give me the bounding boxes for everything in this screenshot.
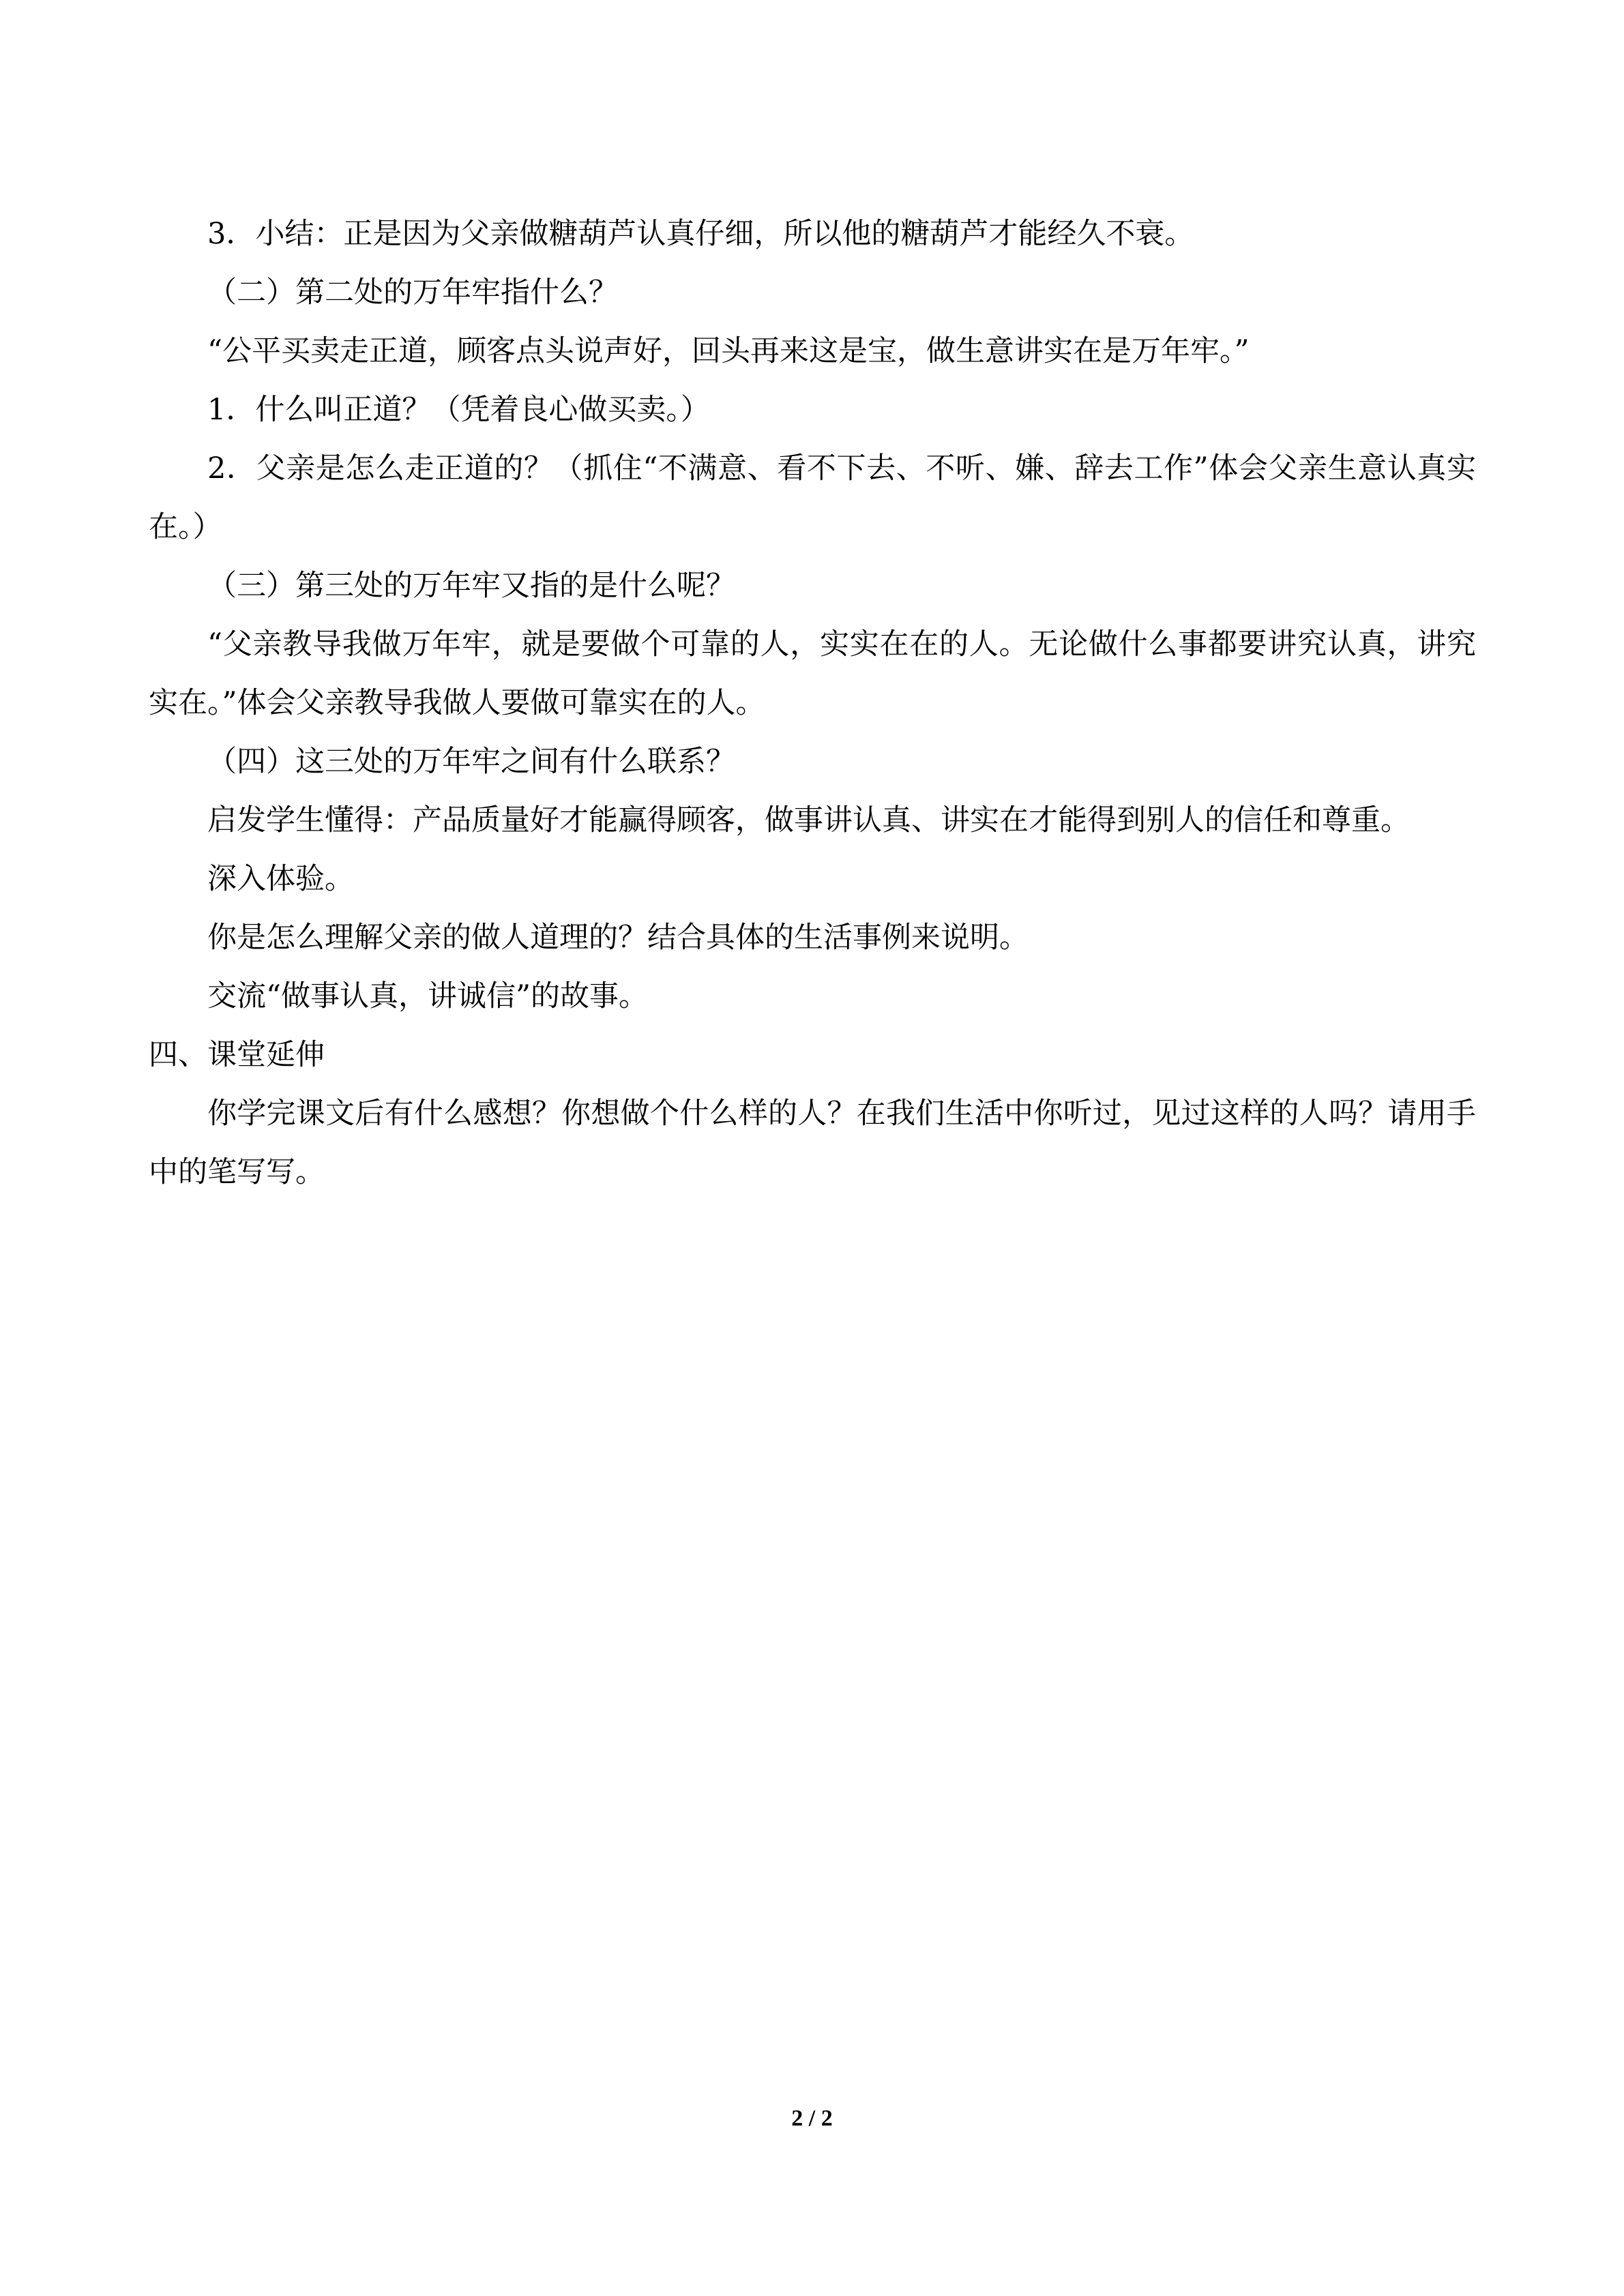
section-heading-4: （四）这三处的万年牢之间有什么联系？ — [207, 745, 735, 779]
document-body — [149, 205, 1476, 1202]
page-number: 2 / 2 — [791, 2106, 833, 2131]
paragraph-understanding: 你是怎么理解父亲的做人道理的？结合具体的生活事例来说明。 — [207, 921, 1029, 955]
paragraph-inspire: 启发学生懂得：产品质量好才能赢得顾客，做事讲认真、讲实在才能得到别人的信任和尊重。 — [207, 803, 1410, 837]
paragraph-reflection: 你学完课文后有什么感想？你想做个什么样的人？在我们生活中你听过，见过这样的人吗？请用手中的笔写写。 — [149, 1097, 1476, 1189]
paragraph-experience: 深入体验。 — [207, 862, 354, 896]
paragraph-exchange: 交流“做事认真，讲诚信”的故事。 — [207, 979, 648, 1013]
section-heading-2: （二）第二处的万年牢指什么？ — [207, 275, 618, 310]
quote-father-teaching: “父亲教导我做万年牢，就是要做个可靠的人，实实在在的人。无论做什么事都要讲究认真，讲究实在。”体会父亲教导我做人要做可靠实在的人。 — [149, 627, 1476, 720]
quote-business: “公平买卖走正道，顾客点头说声好，回头再来这是宝，做生意讲实在是万年牢。” — [207, 334, 1250, 368]
question-father-path: 2．父亲是怎么走正道的？（抓住“不满意、看不下去、不听、嫌、辞去工作”体会父亲生意认真实在。） — [149, 451, 1476, 544]
section-heading-3: （三）第三处的万年牢又指的是什么呢？ — [207, 569, 735, 603]
paragraph-summary: 3．小结：正是因为父亲做糖葫芦认真仔细，所以他的糖葫芦才能经久不衰。 — [207, 217, 1194, 251]
section-heading-extension: 四、课堂延伸 — [149, 1038, 325, 1072]
question-right-path: 1．什么叫正道？（凭着良心做买卖。） — [207, 393, 710, 427]
